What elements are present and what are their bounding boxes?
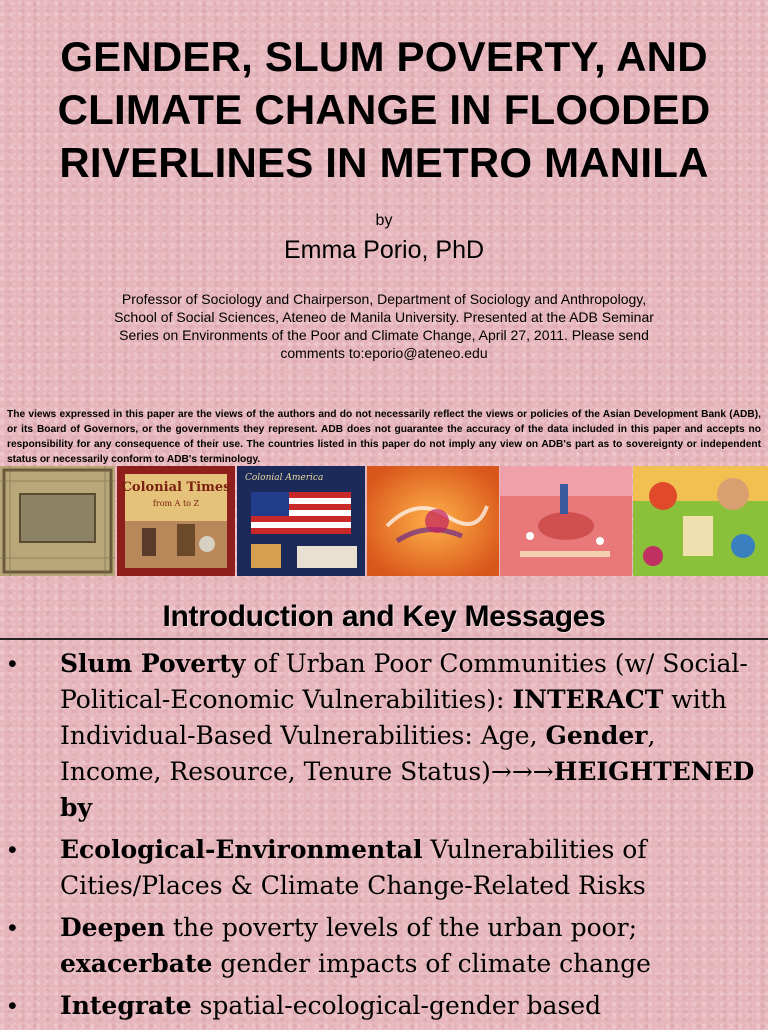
author-name: Emma Porio, PhD: [283, 236, 485, 264]
bullet-text: with Individual-Based Vulnerabilities: Age,: [60, 685, 727, 750]
bullet-emphasis: exacerbate: [60, 949, 213, 978]
colonial-times-title: Colonial Times: [121, 480, 231, 495]
bullet-emphasis: Slum Poverty: [60, 649, 246, 678]
bullet-icon: •: [8, 914, 17, 942]
bullet-emphasis: Gender: [545, 721, 648, 750]
folk-art-image: [500, 466, 632, 576]
title-line-1: GENDER, SLUM POVERTY, AND: [60, 33, 708, 80]
key-messages-list: [0, 646, 768, 1030]
affiliation-line-4: comments to:eporio@ateneo.edu: [280, 345, 488, 361]
title-line-2: CLIMATE CHANGE IN FLOODED: [57, 86, 711, 133]
bullet-text: , Income, Resource, Tenure Status)→→→: [60, 721, 656, 786]
bullet-text: spatial-ecological-gender based: [191, 991, 602, 1020]
market-painting-image: [633, 466, 768, 576]
bullet-icon: •: [8, 836, 17, 864]
colonial-times-subtitle: from A to Z: [152, 499, 200, 508]
colonial-america-image: [237, 466, 365, 576]
document-title: [0, 30, 768, 189]
image-strip: [0, 466, 768, 576]
bullet-emphasis: Ecological-Environmental: [60, 835, 423, 864]
list-item: [0, 910, 768, 982]
bullet-text: of Urban Poor Communities (w/ Social-Political-Economic Vulnerabilities):: [60, 649, 748, 714]
bullet-text: the poverty levels of the urban poor;: [165, 913, 638, 942]
abstract-art-image: [367, 466, 499, 576]
author-affiliation: [40, 290, 728, 362]
colonial-america-title: Colonial America: [245, 473, 324, 483]
affiliation-line-3: Series on Environments of the Poor and Climate Change, April 27, 2011. Please send: [119, 327, 649, 343]
bullet-emphasis: HEIGHTENED by: [60, 757, 755, 822]
disclaimer-text: The views expressed in this paper are the views of the authors and do not necessarily reflect the views or policies of the Asian Development Bank (ADB), or its Board of Governors, or the governments they represent. ADB does not guarantee the accuracy of the data included in this paper and accepts no responsibility for any consequence of their use. The countries listed in this paper do not imply any view on ADB's part as to sovereignty or independent status or necessarily conform to ADB's terminology.: [7, 409, 761, 465]
textile-image: [0, 466, 115, 576]
list-item: [0, 832, 768, 904]
bullet-text: Vulnerabilities of Cities/Places & Climate Change-Related Risks: [60, 835, 647, 900]
affiliation-line-2: School of Social Sciences, Ateneo de Manila University. Presented at the ADB Seminar: [114, 309, 654, 325]
colonial-times-image: [117, 466, 235, 576]
bullet-emphasis: Deepen: [60, 913, 166, 942]
section-divider: [0, 638, 768, 640]
bullet-emphasis: Integrate: [60, 991, 192, 1020]
affiliation-line-1: Professor of Sociology and Chairperson, Department of Sociology and Anthropology,: [121, 291, 647, 307]
section-title: Introduction and Key Messages: [162, 600, 606, 633]
list-item: [0, 646, 768, 826]
bullet-icon: •: [8, 650, 17, 678]
by-label: by: [375, 212, 393, 229]
title-line-3: RIVERLINES IN METRO MANILA: [59, 139, 709, 186]
list-item: [0, 988, 768, 1024]
bullet-text: gender impacts of climate change: [212, 949, 651, 978]
bullet-emphasis: INTERACT: [512, 685, 664, 714]
bullet-icon: •: [8, 992, 17, 1020]
